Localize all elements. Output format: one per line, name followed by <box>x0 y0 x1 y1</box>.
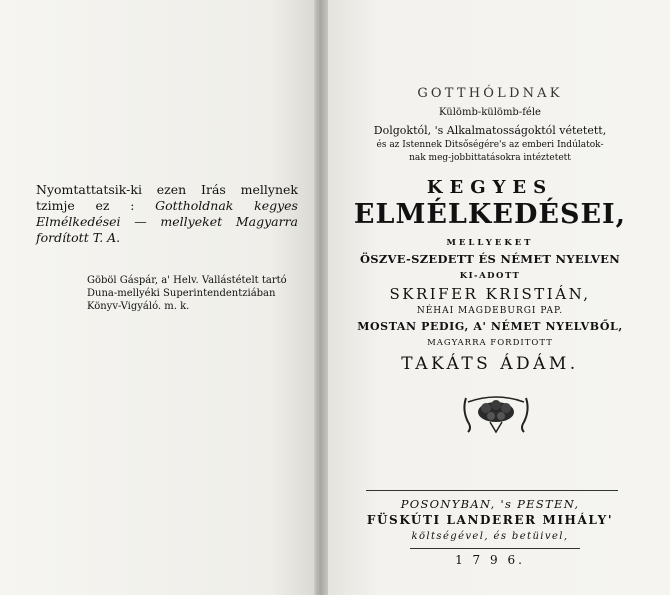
translated-line: MAGYARRA FORDITOTT <box>427 338 553 348</box>
year-rule <box>410 548 580 549</box>
imprint-year: 1 7 9 6. <box>455 553 525 567</box>
subtitle-line-2: Dolgoktól, 's Alkalmatosságoktól vétetett, <box>373 124 607 137</box>
imprint-rule <box>366 490 618 491</box>
imprint-city: POSONYBAN, 's PESTEN, <box>400 497 580 511</box>
original-author: SKRIFER KRISTIÁN, <box>389 285 591 303</box>
author-genitive: GOTTHÓLDNAK <box>417 86 563 101</box>
imprint-printer: FÜSKÚTI LANDERER MIHÁLY' <box>366 513 614 527</box>
title-kegyes: KEGYES <box>426 177 554 198</box>
published-line: KI-ADOTT <box>459 271 521 281</box>
subtitle-line-3: és az Istennek Ditsőségére's az emberi Indúlatok- <box>376 140 604 150</box>
translator-name: TAKÁTS ÁDÁM. <box>401 354 579 374</box>
title-elmelkedesei: ELMÉLKEDÉSEI, <box>353 199 627 230</box>
mellyeket-line: MELLYEKET <box>446 238 534 248</box>
author-description: NÉHAI MAGDEBURGI PAP. <box>416 306 564 316</box>
subtitle-line-1: Külömb-külömb-féle <box>439 107 541 118</box>
collected-line: ÖSZVE-SZEDETT ÉS NÉMET NYELVEN <box>359 252 621 266</box>
imprimatur-text: Nyomtattatsik-ki ezen Irás mellynek tzimje ez : <box>36 182 298 213</box>
imprimatur-note <box>36 182 298 246</box>
censor-signature: Göböl Gáspár, a' Helv. Vallástételt tartó Duna-mellyéki Superintendentziában Könyv-Vigyáló. m. k. <box>87 275 287 312</box>
book-gutter <box>314 0 328 595</box>
printers-ornament <box>460 388 532 436</box>
imprimatur-book-title: Gottholdnak kegyes Elmélkedései — mellyeket Magyarra fordított T. A. <box>36 198 298 245</box>
translation-note: MOSTAN PEDIG, A' NÉMET NYELVBŐL, <box>357 320 623 333</box>
subtitle-line-4: nak meg-jobbittatásokra intéztetett <box>409 153 571 163</box>
imprint-cost: költségével, és betüivel, <box>411 531 569 542</box>
